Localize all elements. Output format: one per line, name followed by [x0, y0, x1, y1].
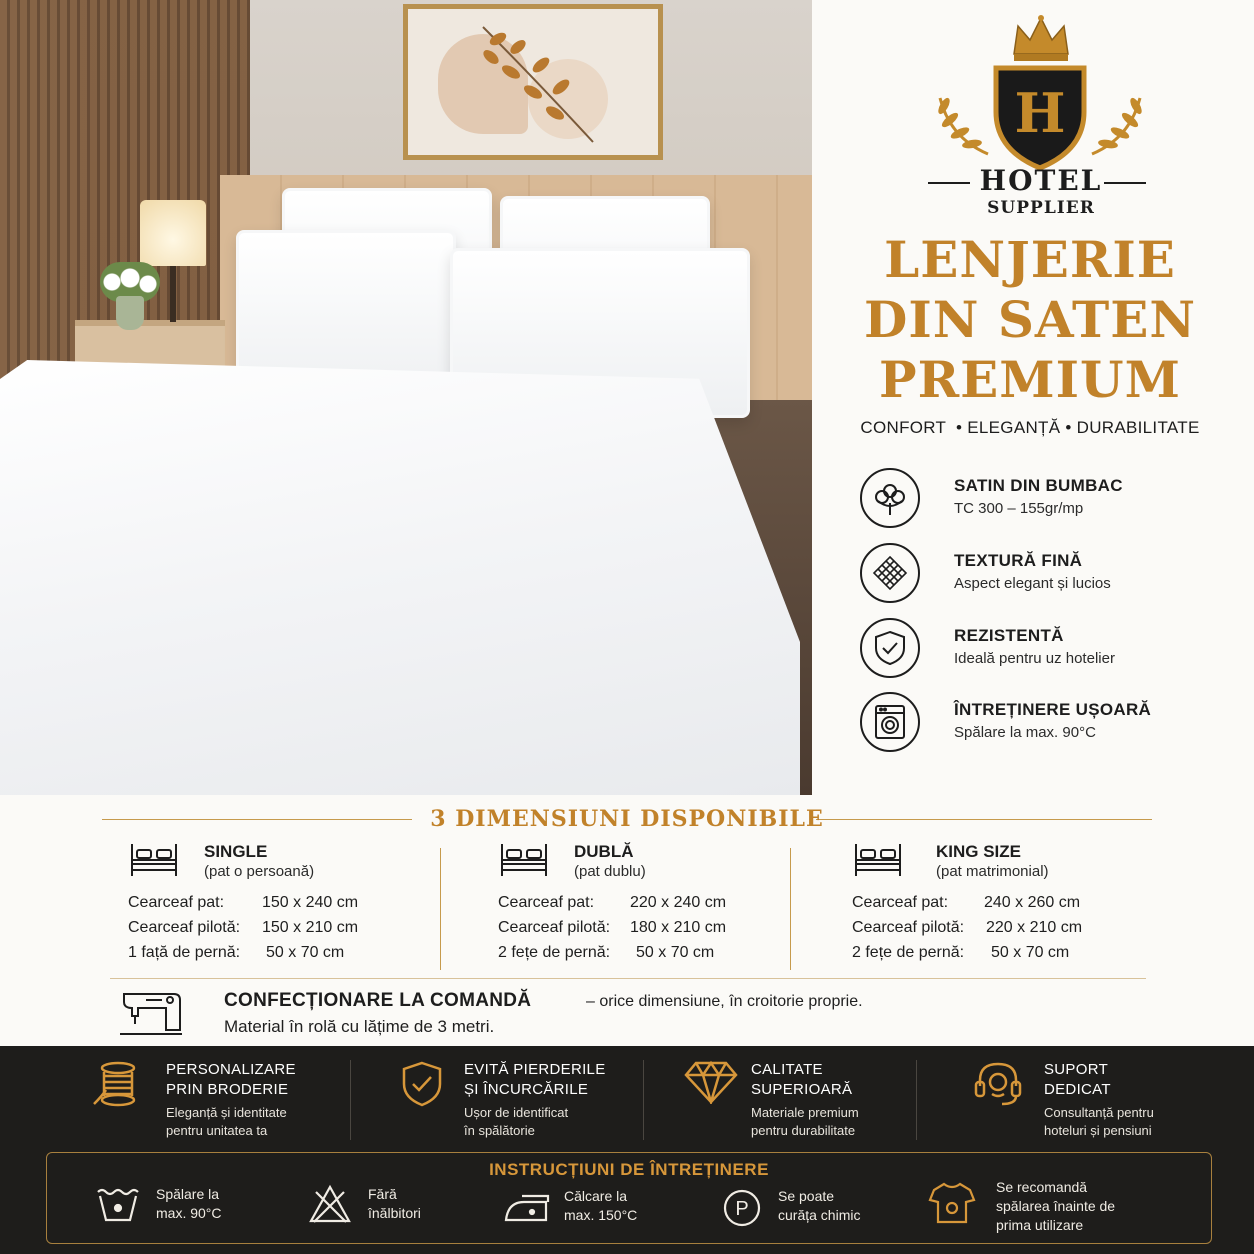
- crown-icon: [1010, 14, 1072, 62]
- size-value: 50 x 70 cm: [636, 944, 715, 961]
- size-name: DUBLĂ: [574, 842, 634, 861]
- dry-clean-p-icon: [722, 1188, 762, 1228]
- size-value: 50 x 70 cm: [266, 944, 345, 961]
- benefit-title: PERSONALIZARE PRIN BRODERIE: [166, 1061, 296, 1098]
- size-row: 2 fețe de pernă:: [852, 944, 965, 961]
- size-row: Cearceaf pat:: [498, 894, 595, 911]
- care-text: Se recomandă spălarea înainte de prima utilizare: [996, 1179, 1116, 1233]
- page-title: [835, 230, 1225, 410]
- size-sub: (pat matrimonial): [936, 863, 1049, 880]
- care-text: Spălare la max. 90°C: [156, 1186, 222, 1221]
- texture-icon: [860, 543, 920, 603]
- laurel-right-icon: [1088, 88, 1150, 158]
- feature-subtitle: Ideală pentru uz hotelier: [954, 650, 1115, 667]
- iron-icon: [502, 1190, 554, 1224]
- section-divider: [110, 978, 1146, 979]
- feature-subtitle: Aspect elegant și lucios: [954, 575, 1111, 592]
- dimensions-title: 3 DIMENSIUNI DISPONIBILE: [430, 806, 824, 832]
- benefit-embroidery: [92, 1058, 342, 1148]
- custom-note: Material în rolă cu lățime de 3 metri.: [224, 1017, 495, 1036]
- size-row: Cearceaf pat:: [128, 894, 225, 911]
- diamond-icon: [684, 1060, 738, 1104]
- feature-maintenance: [860, 692, 1220, 758]
- shield-monogram-icon: [990, 62, 1090, 172]
- bed-icon: [498, 842, 550, 878]
- feature-title: SATIN DIN BUMBAC: [954, 476, 1123, 495]
- column-divider: [790, 848, 791, 970]
- shield-check-icon: [400, 1060, 444, 1108]
- feature-title: TEXTURĂ FINĂ: [954, 551, 1083, 570]
- sewing-machine-icon: [118, 990, 184, 1038]
- size-value: 50 x 70 cm: [991, 944, 1070, 961]
- benefit-divider: [350, 1060, 351, 1140]
- feature-cotton: [860, 468, 1220, 534]
- size-name: SINGLE: [204, 842, 268, 861]
- size-value: 150 x 240 cm: [262, 894, 359, 911]
- size-name: KING SIZE: [936, 842, 1022, 861]
- size-value: 240 x 260 cm: [984, 894, 1081, 911]
- benefit-divider: [643, 1060, 644, 1140]
- benefit-quality: [684, 1058, 904, 1148]
- dimensions-heading: [102, 806, 1152, 832]
- shirt-wash-icon: [928, 1180, 976, 1226]
- brand-supplier: SUPPLIER: [987, 198, 1095, 218]
- size-row: Cearceaf pat:: [852, 894, 949, 911]
- svg-text:P: P: [735, 1198, 749, 1220]
- feature-texture: [860, 543, 1220, 609]
- size-value: 220 x 210 cm: [986, 919, 1083, 936]
- lamp-icon: [140, 200, 206, 266]
- cotton-icon: [860, 468, 920, 528]
- feature-resistance: [860, 618, 1220, 684]
- bed-icon: [128, 842, 180, 878]
- feature-title: ÎNTREȚINERE UȘOARĂ: [954, 700, 1152, 719]
- size-single: [128, 838, 428, 968]
- title-line: DIN SATEN: [863, 290, 1197, 349]
- benefit-subtitle: Consultanță pentru hoteluri și pensiuni: [1044, 1105, 1154, 1138]
- brand-name: HOTEL: [979, 164, 1103, 197]
- size-double: [498, 838, 778, 968]
- benefit-divider: [916, 1060, 917, 1140]
- wall-art-frame: [403, 4, 663, 160]
- care-text: Fără înălbitori: [368, 1186, 421, 1221]
- benefit-support: [972, 1058, 1212, 1148]
- custom-description: – orice dimensiune, în croitorie proprie.: [586, 993, 863, 1010]
- care-text: Se poate curăța chimic: [778, 1188, 861, 1223]
- size-value: 220 x 240 cm: [630, 894, 727, 911]
- title-line: PREMIUM: [879, 350, 1181, 409]
- size-row: 2 fețe de pernă:: [498, 944, 611, 961]
- benefit-no-loss: [400, 1058, 640, 1148]
- custom-title: CONFECȚIONARE LA COMANDĂ: [224, 990, 532, 1011]
- tagline: CONFORT • ELEGANȚĂ • DURABILITATE: [860, 418, 1200, 437]
- size-value: 180 x 210 cm: [630, 919, 727, 936]
- care-title: INSTRUCȚIUNI DE ÎNTREȚINERE: [489, 1160, 769, 1179]
- column-divider: [440, 848, 441, 970]
- feature-title: REZISTENTĂ: [954, 626, 1064, 645]
- vase: [116, 296, 144, 330]
- feature-subtitle: TC 300 – 155gr/mp: [954, 500, 1084, 517]
- no-bleach-icon: [308, 1184, 352, 1224]
- benefit-subtitle: Materiale premium pentru durabilitate: [751, 1105, 859, 1138]
- headset-icon: [972, 1060, 1024, 1108]
- feature-subtitle: Spălare la max. 90°C: [954, 724, 1096, 741]
- benefit-title: CALITATE SUPERIOARĂ: [751, 1061, 853, 1098]
- size-value: 150 x 210 cm: [262, 919, 359, 936]
- benefit-subtitle: Ușor de identificat în spălătorie: [464, 1105, 569, 1138]
- size-row: Cearceaf pilotă:: [128, 919, 241, 936]
- benefit-title: EVITĂ PIERDERILE ȘI ÎNCURCĂRILE: [464, 1061, 606, 1098]
- product-photo: [0, 0, 812, 795]
- laurel-left-icon: [930, 88, 992, 158]
- monogram: H: [1014, 81, 1066, 145]
- care-text: Călcare la max. 150°C: [564, 1188, 638, 1223]
- thread-spool-icon: [92, 1060, 144, 1108]
- branch-art-icon: [463, 17, 613, 147]
- bed-icon: [852, 842, 904, 878]
- white-duvet: [0, 360, 800, 795]
- size-row: Cearceaf pilotă:: [498, 919, 611, 936]
- wash-90-icon: [96, 1186, 140, 1224]
- washing-machine-icon: [860, 692, 920, 752]
- size-sub: (pat o persoană): [204, 863, 315, 880]
- shield-check-icon: [860, 618, 920, 678]
- benefit-subtitle: Eleganță și identitate pentru unitatea ta: [166, 1105, 287, 1138]
- title-line: LENJERIE: [884, 230, 1176, 289]
- size-king: [852, 838, 1142, 968]
- size-row: 1 față de pernă:: [128, 944, 241, 961]
- size-row: Cearceaf pilotă:: [852, 919, 965, 936]
- benefit-title: SUPORT DEDICAT: [1044, 1061, 1111, 1098]
- size-sub: (pat dublu): [574, 863, 646, 880]
